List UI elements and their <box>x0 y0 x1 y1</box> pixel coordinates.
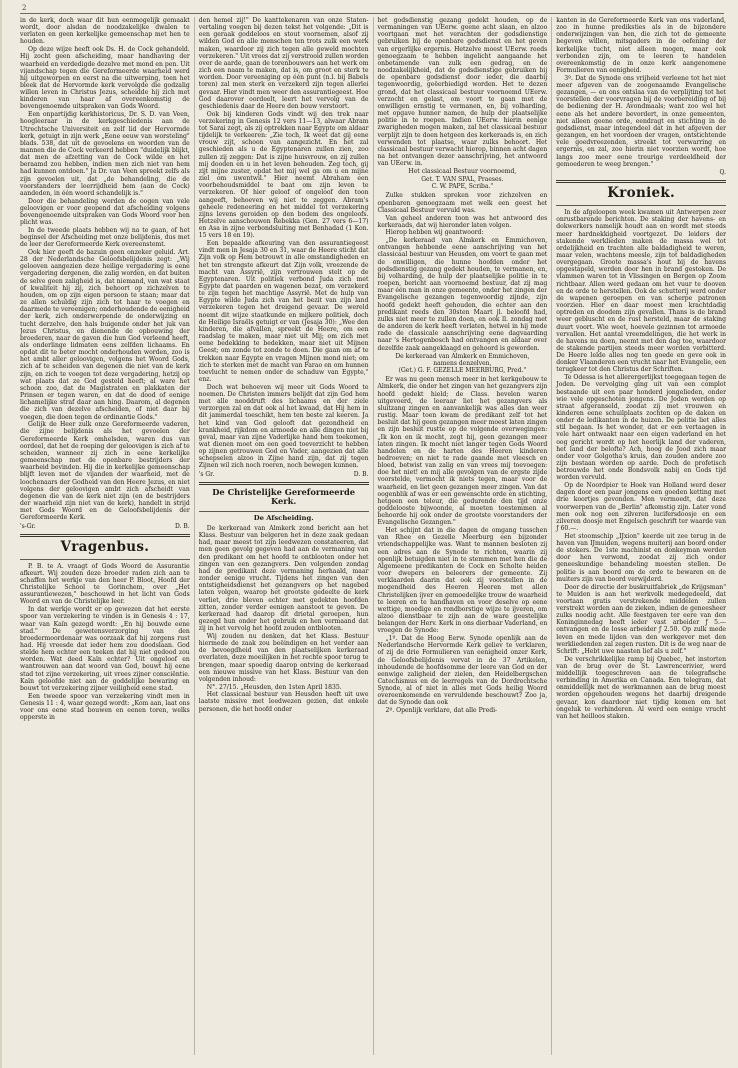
col1-paragraph: Ook hier geeft de bazuin geen onzeker geluid. Art. 28 der Nederlandsche Geloofsbelijdenis zegt: „Wij gelooven aangezien deze heilige vergadering is eene vergadering dergenen, die zalig worden, en dat buiten de selve geen zaligheid is, dat niemand, van wat staat of kwaliteit hij zij, zich behoort op zichzelven te houden, om op zijn eigen persoon te staan; maar dat ze allen schuldig zijn zich tot haar te voegen en daarmede te vereenigen; onderhoudende de eenigheid der kerk, zich onderwerpende de onderwijzing en tucht derzelve, den hals buigende onder het juk van Jezus Christus, en dienende de opbouwing der broederen, naar de gaven die hun God verleend heeft, als onderlinge lidmaten eens zelfden lichaams. En opdat dit te beter mocht onderhouden worden, zoo is het ambt aller geloovigen, volgens het Woord Gods, zich af te scheiden van degenen die niet van de kerk zijn, en zich te voegen tot deze vergadering, hetzij op wat plaats dat ze God gesteld heeft; al ware het schoon zoo, dat de Magistraten en plakkaten der Prinsen er tegen waren, en dat de dood of eenige lichamelijke straf daar aan hing. Daarom, al degenen die zich van dezelve afscheiden, of niet daar bij voegen, die doen tegen de ordinantie Gods." <box>20 248 190 421</box>
col4-paragraph: Het stoomschip „IJxion" keerde uit zee terug in de haven van IJmuiden, wegens muiterij aan boord onder de stokers. De 1ste machinist en donkeyman werden door hen verwond, zoodat zij zich onder geneeskundige behandeling moesten stellen. De politie is aan boord om de orde te bewaren en de muiters zijn van boord verwijderd. <box>556 532 726 583</box>
column-1 <box>20 17 190 1055</box>
section-rule <box>556 205 726 206</box>
col3-paragraph: „1º. Dat de Hoog Eerw. Synode openlijk aan de Nederlandsche Hervormde Kerk geliev te verklaren, of zij de drie Formulieren van eenigheid onzer Kerk, de Geloofsbelijdenis vervat in de 37 Artikelen, inhoudende de hoofdsomme der leere van God en der eenwige zaligheid der zielen, den Heidelbergschen Catechismus en de leerregels van de Dordrechtsche Synode, al of niet in alles met Gods heilig Woord overeenkomende en vervuldende beschouwt? Zoo ja, dat de Synode dan ook <box>377 635 548 707</box>
columns <box>20 17 726 1055</box>
col2-paragraph: Een bepaalde afkeuring van den assurantiegeest vindt men in Jesaja 30 en 31, waar de Heere sticht dat Zijn volk op Hem betrouwt in alle omstandigheden en het ten strengste afkeurt dat Zijn volk, vreezende de macht van Assyrië, zijn vertrouwen stelt op de Egyptenaren. Uit politiek verbond Juda zich met Egypte dat paarden en wagenen bezat, om verzekerd te zijn tegen het machtige Assyrië. Met de hulp van Egypte wilde Juda zich van het bezit van zijn land verzekeren tegen het dreigend gevaar. De wereld noemt dit wijze staatkunde en mijkere politiek, doch de Heilige Israëls getuigt er van (Jesaja 30): „Wee den kinderen, die afvallen, spreekt de Heere, om een raadslag te maken, maar niet uit Mij; om zich met eene bedekking te bedekken, maar niet uit Mijnen Geest; om zonde tot zonde te doen. Die gaan om af te trekken naar Egypte en vragen Mijnen mond niet; om zich te sterken met de macht van Farao en om hunnen toevlucht te nemen onder de schaduw van Egypte," enz. <box>198 240 369 383</box>
col3-paragraph: „De kerkeraad van Almkerk en Emmichoven, ontvangen hebbende eene aanschrijving van het classicaal bestuur van Heusden, om voort te gaan met de onwilligen, die hunne hoofden onder het godsdienstig gezang gedekt houden, te vermanen, en, bij volharding, de hulp der plaatselijke politie in te roepen, bericht aan voornoemd bestuur, dat zij mag maar één man in onze gemeente, onder het zingen der Evangelische gezangen tegenwoordig zijnde, zijn hoofd gedekt heeft gehouden, die echter aan den predikant reeds den 30sten Maart jl. beloofd had, zulks niet meer te zullen doen, en ook ll. zondag met de anderen de kerk heeft verlaten, hetwel in hij mede rade de classicale aanschrijving eene dagvaarding naar 's Hertogenbosch had ontvangen en aldaar over dezelfde zaak aangeklaagd en gehoord is geworden. <box>377 237 548 352</box>
sig-initials: D. B. <box>353 470 369 478</box>
col3-paragraph: het godsdienstig gezang gedekt houden, op de vermaningen van UEerw. geene acht slaan, en alzoo voortgaan met het verachten der godsdienstige gebruiken bij de openbare godsdienst en het geven van ergerlijke ergernis. Hetzelve moest UEerw. reeds genoegzaam te hebben ingelicht aangaande het onbetamende van zulk een gedrag, en de noodzakelijkheid, dat de godsdienstige gebruiken bij de openbare godsdienst door ieder, die daarbij tegenwoordig, geëerbiedigd worden. Het te dezen grond, dat het classicaal bestuur voornoemd UEerw. verzocht en gelast, om voort te gaan met de onwilligen ernstig te vermanen, en, bij volharding, met opgave hunner namen, de hulp der plaatselijke politie in te roepen. Indien UEerw. hierin eenige zwarigheden mogen maken, zal het classicaal bestuur verplijt zijn te doen hetgeen des kerkeraads is, en zich verwenden tot plaatse, waar zulks behoort. Het classicaal bestuur verwacht hierop, binnen acht dagen na het ontvangen dezer aanschrijving, het antwoord van UEerw. in. <box>377 17 548 168</box>
column-2 <box>194 17 369 1055</box>
col2-paragraph: Het classicaal bestuur van Heusden heeft uit uwe laatste missive met leedwezen gezien, dat enkele personen, die het hoofd onder <box>198 691 369 713</box>
col3-paragraph: 2º. Openlijk verklare, dat alle Predi- <box>385 707 498 715</box>
col4-paragraph: kanten in de Gereformeerde Kerk van ons vaderland, zoo in hunne prediksties als in de bijzondere onderwijzingen van hen, die zich tot de gemeente begeven willen, mitsgaders in de oefening der kerkelijke tucht, niet alleen mogen, maar ook verbonden zijn, om te leeren te handelen overeenkomstig de in onze kerk aangenomene Formulieren van eenigheid. <box>556 17 726 75</box>
column-3 <box>373 17 548 1055</box>
column-4 <box>551 17 726 1055</box>
signature-block <box>378 353 548 375</box>
col1-paragraph: Een onpartijdig kerkhistoricus, Dr. S. D. van Veen, hoogleeraar in de kerkgeschiedenis aan de Utrechtsche Universiteit en zelf lid der Hervormde kerk, getuigt in zijn werk „Eene eeuw van worsteling" blads. 538, dat uit de gevoelens en woorden van de mannen die de Cock verkeerd hebben "duidelijk blijkt, dat men de afzetting van de Cock wilde en het beraamd zou hebben, indien men zich niet van hem had kunnen ontdoen." Ja Dr. van Veen spreekt zelfs als zijn gevoelen uit, dat „de behandeling, die de voorstanders der leerrijdheid hem (aan de Cock) aandeden, in één woord schandelijk is." <box>20 111 190 197</box>
col3-paragraph: Er was nu geen mensch meer in het kerkgebouw te Almkerk, die onder het zingen van het gezangvers zijn hoofd gedekt hield; de Class. bevelen waren uitgevoerd, de leeraar liet het gezangvers als sluitzang zingen en aanvankelijk was alles dan weer rustig. Maar toen kwam de predikant zelf tot het besluit dat hij geen gezangen meer moest laten zingen en zijn besluit rustte op de volgende overwegingen: „Ik kon en ik mocht, zegt hij, geen gezangen meer laten zingen. Ik mocht niet langer tegen Gods Woord handelen en de harten des Heeren kinderen bedroeven; en niet te rade gaande met vleesch en bloed, betwist van zalig en van vrees mij toevoegen: doe het niet! en mij alle gevolgen van de ergste zijde voorstelde, vermocht ik niets tegen, maar voor de waarheid, en liet geen gezangen meer zingen. Van dat oogenblik af was er een gewenschte orde en stichting, hetgeen een teleur, die gedurende den tijd onze goddelooste bijwoonde, al moeten toestemmen al behoorde hij ook onder de grootste voorstanders der Evangelische Gezangen." <box>377 376 548 527</box>
col3-paragraph: Zulke stukken spreken voor zichzelven en openbaren genoegzaam met welk een geest het Classicaal Bestuur vervuld was. <box>377 192 548 214</box>
christelijke-kerk-heading: De Christelijke Gereformeerde Kerk. <box>212 486 356 507</box>
col3-paragraph: Het schijnt dat in die dagen de omgang tusschen van Rhee en Gezelle Meerburg een bijzonder vriendschappelijke was. Want te mannen besloten zij een adres aan de Synode te richten, waarin zij openlijk betuigden niet in te stemmen met hen die de Algemeene predikanten de Cock en Scholte heiden voor dwepers en beleerers der gemeente. Zij verklaarden daarin dat ook zij voorstellen in de mogendheid des Heeren Heeren met allen Christelijken ijver en gemoedelijke trouw de waarheid te leeren en te handhaven en voor deselve op eene wettige, moedige en rondborstige wijze te ijveren, om alzoo dienstbaar te zijn aan de ware geestelijke belangen der Herv. Kerk in ons dierbaar Vaderland, en vroegen de Synode: <box>377 527 548 635</box>
col4-signature <box>556 169 726 176</box>
col4-paragraph: Te Odessa is het allerergerlijkst toegegaan tegen de Joden. De vervolging ging uit van een complot bestaande uit een paar honderd jongelieden, onder wie vele opgeschoten jongens. De Joden werden op straat afgeranseld, zoodat zij met vrouwen en kinderen eene schuilplaats zochten op de daken en onder de ledikanten in de huizen. De politie liet alles stil begaan. Is het wonder, dat er een vertaagen in vele hart ontwaakt naar een eigen vaderland en het oog gericht wordt op het heerlijk land der vaderen, het land der belofte? Ach, hoog de Jood zich maar onder voor Golgotha's kruis, dan zouden andere zoo zijn bestaan worden op aarde. Doch de profetisch betrouwde het onde Bondsvolk nabij en Gods tijd worden vervuld. <box>556 374 726 482</box>
sig-place: 's-Gr. <box>20 522 36 530</box>
signature-line: De kerkeraad van Almkerk en Emmichoven, <box>395 352 530 360</box>
col1-paragraph: in de kerk, doch waar dit hun eenmogelijk gemaakt wordt, door alsdan de noodzakelijke dwalen te verlaten en geen kerkelijke gemeenschap met hen te houden. <box>20 17 190 46</box>
col4-paragraph: Op de Noordpier te Hoek van Holland werd deser dagen door een paar jongens een goeden ketting met drie koortjes gevonden. Men vermoedt, dat deze voorwerpen van de „Berlin" afkomstig zijn. Later vond men ook nog een zilveren lucifersdoosje en een zilveren doosje met Engelsch geschrift ter waarde van ƒ 60.—. <box>556 482 726 533</box>
col1-paragraph: Een tweede spoor van verzekering vindt men in Genesis 11 : 4, waar gezegd wordt: „Kom aan, laat ons voor ons eene stad bouwen en eenen toren, welks opperste in <box>20 692 190 722</box>
col3-paragraph: Van geheel anderen toon was het antwoord des kerkeraads, dat wij hieronder laten volgen. <box>377 214 548 229</box>
col1-paragraph: Door die behandeling werden de oogen van vele geloovigen er voor geopend dat afscheiding volgens bovengenoemde uitspraken van Gods Woord voor hen plicht was. <box>20 197 190 227</box>
col3-paragraph: Hierop hebben wij geantwoord: <box>385 229 484 237</box>
col3-paragraph: Het classicaal Bestuur voornoemd, <box>408 167 517 175</box>
afscheiding-subheading: De Afscheiding. <box>253 513 314 522</box>
kroniek-heading: Kroniek. <box>607 185 676 202</box>
col1-paragraph: In de tweede plaats hebben wij na te gaan, of het beginsel der Afscheiding met onze belijdenis, dus met de leer der Gereformeerde Kerk overeenstemt. <box>20 226 190 249</box>
col2-signature <box>199 471 369 478</box>
col2-paragraph: den hemel zij!" De kanttekenaren van onze Staten-vertaling voegen bij dezen tekst het volgende: „Dit is een geraak goddeloos en stout voornemen, alsof zij wilden God en alle menschen ten trots zulk een werk maken, waardoor zij zich tegen alle geweld mochten verzekeren." Uit vrees dat zij verstrooid zullen worden over de aarde, gaan de torenbouwers aan het werk om zich een naam te maken, dat is, om groot en sterk te worden. Door vereeniging op één punt (n.l. bij Babels toren) zal men sterk en verzekerd zijn tegen allerlei gevaar. Hier vindt men weer den assurantiegeest. Hoe God daarover oordeelt, leert het vervolg van de geschiedenis daar de Heere den bouw verstoort. <box>198 17 369 110</box>
col1-paragraph: Op deze wijze heeft ook Ds. H. de Cock gehandeld. Hij zocht geen afscheiding, maar handhaving der waarheid en verdedigde dezelve met mond en pen. Uit vijandschap tegen die Gereformeerde waarheid werd hij uitgeworpen en eerst na die uitwerping, toen het bleek dat de Hervormde kerk vervolgde die godzalig willen leven in Christus Jezus, scheidde hij zich met kinderen van haar af overeenkomstig de bovengenoemde uitspraken van Gods Woord. <box>20 46 190 111</box>
sig-initials: D. B. <box>175 522 190 530</box>
col1-signature <box>20 523 190 530</box>
col2-paragraph: Wij zouden nu denken, dat het Klass. Bestuur hiermede de zaak zou beëindigen en het verder aan de bevoegdheid van den plaatselijken kerkeraad overlaten, deze moeilijken in het rechte spoor terug te brengen, maar spoedig daarop ontving de kerkeraad een nieuwe missive van het Klass. Bestuur van den volgenden inhoud: <box>198 632 369 683</box>
section-rule <box>199 482 369 485</box>
col2-paragraph: N°. 27/15. „Heusden, den 1sten April 1835. <box>206 683 342 691</box>
section-rule <box>556 180 726 183</box>
col1-paragraph: P. B. te A. vraagt of Gods Woord de Assurantie afkeurt. Wij zouden deze broeder raden zich aan te schaffen het werkje van den heer P. Bloot, Hoofd der Christelijke School te Gorinchem, over „Het assurantiewezen," beschouwd in het licht van Gods Woord en van de Christelijke leer. <box>20 562 190 606</box>
signature-line: namens denzelven, <box>433 359 492 367</box>
signature-line: Get. T. VAN SPAL, Praeses. <box>421 176 504 184</box>
signature-line: (Get.) G. F. GEZELLE MEERBURG, Pred." <box>398 367 527 375</box>
col4-paragraph: Door de directie der buskruitfabriek „de Krijgsman" te Muiden is aan het werkvolk medegedeeld, dat voortaan gratis verstrekende middelen zullen verstrekt worden aan de zieken, indien de geneesheer zulks noodig acht. Alle feestgaven ter eere van den Koninginnedag heeft ieder vast arbeider ƒ 5.— ontvangen en de losse arbeider ƒ 2.50. Op zulk mede leven en mede lijden van den werkgever met den werkliedenden zal zegen rusten. Dit is de weg naar de Schrift: „Hebt uwe naasten lief als u zelf." <box>556 583 726 655</box>
section-rule <box>20 559 190 560</box>
col2-paragraph: Doch wat behoeven wij meer uit Gods Woord te noemen. De Christen immers belijdt dat zijn God hem met alle nooddruft des lichaams en der ziele verzorgen zal en dat ook al het kwaad, dat Hij hem in dit jammerdal toeschikt, hem ten beste zal keeren. Ja het kind van God gelooft dat gezondheid en krankheid, rijkdom en armoede en alle dingen niet bij geval, maar van zijne Vaderlijke hand hem toekomen, wat dienen moet om een goed toeverzicht te hebben op zijnen getrouwen God en Vader, aangezien dat alle schepselen alzoo in Zijne hand zijn, dat zij tegen Zijnen wil zich noch roeren, noch bewegen kunnen. <box>198 383 369 470</box>
col4-paragraph: In de afgeloopen week kwamen uit Antwerpen zeer onrustbarende berichten. De staking der havens- en dokwerkers namelijk houdt aan en wordt met steeds meer hardnekkigheid voortgezet. De leiders der stakende werklieden maken de massa wel tot ordelijkheid en trachten alle baldadigheid te weren, maar velen, wachtens meesle, zijn tot baldadigheden overgegaan. Groote massa's hout bij de havens opgestapeld, werden door hen in brand gestoken. De vlammen waren tot in Vlissingen en Bergen op Zoom richtbaar. Allen werd gedaan om het vuur te dooven en de orde te herstellen. Ook de schutterij werd onder de wapenen geroepen en van scherpe patronen voorzien. Hier en daar moest men krachtdadig optreden en doodem zijn gevallen. Thans is de brand weer gebluscht en de rust hersteld, maar de staking duurt voort. Wie weet, hoevele gezinnen tot armoede vervallen. Het aantal vreemdelingen, die het werk in de havens nu doen, neemt met den dag toe, waardoor de stakende partijen steeds meer worden verbitterd. De Heere lelde alles nog ten goede en geve ook in donker Vlaanderen een vrucht naar het Evangelie, een terugkeer tot den Christus der Schriften. <box>556 209 726 374</box>
signature-block <box>378 176 548 190</box>
col2-paragraph: Ook bij kinderen Gods vindt wij den trek naar verzekering in Genesis 12 vers 11—13, alwaar Abram tot Sarai zegt, als zij optrekken naar Egypte om aldaar tijdelijk te verkeeren: „Zie toch, Ik weet dat gij eene vrouw zijt, schoon van aangezicht. En het zal geschieden als u de Egyptenaren zullen zien, zoo zullen zij zeggen: Dat is zijne huisvrouw, en zij zullen mij dooden en u in het leven behouden. Zeg toch, gij zijt mijne zuster, opdat het mij wel ga om u en mijne ziel om uwentwil." Hier neemt Abraham een voorbehoudsmiddel te baat om zijn leven te verzekeren. Of hier geloof of ongeloof den toon aangeeft, behoeven wij niet te zeggen. Abram's geheele redeneering en het middel tot verzekering zijns levens geroiden op den bodem des ongeloofs. Hetzelve aanschouwen Rebekka (Gen. 27 vers 6—17) en Asa in zijne verbondsluiting met Benhadad (1 Kon. 15 vers 18 en 19). <box>198 110 369 240</box>
signature-line: C. W. PAPE, Scriba." <box>431 183 494 191</box>
col4-paragraph: De verschrikkelijke ramp bij Quebec, het instorten van de brug over de St. Lawrencerivier, werd middellijk toegeschreven aan de telegrafische verbinding in Amerika en Canada. Een telegram, dat onmiddellijk met de werkmannen aan de brug moest worden opgehouden wegens het daarbij dreigende gevaar, kon daardoor niet tijdig komen om het ongeluk te verhinderen. Al werd een eenige vrucht van het heilloos staken. <box>556 655 726 720</box>
vragenbus-heading: Vragenbus. <box>60 538 150 555</box>
page-number: 2 <box>22 4 27 12</box>
top-rule <box>20 13 724 14</box>
sig-place: 's Gr. <box>198 470 215 478</box>
col1-paragraph: Gelijk de Heer zulk onze Gereformeerde vaderen, die zijne belijdenis als het gevoelen der Gereformeerde Kerk omhelsden, waren dus van oordeel, dat het de roeping der geloovigen is zich af te scheiden, wanneer zij zich in eene kerkelijke gemeenschap met de openbare bestrijders der waarheid bevinden. Hij die in kerkelijke gemeenschap blijft leven met de vijanden der waarheid, met de loochenaars der Godheid van den Heere Jezus, en niet volgens der geloovigen ambt zich afscheidt van degenen die van de kerk niet zijn (en de bestrijders der waarheid zijn niet van de kerk), handelt in strijd met Gods Woord en de Geloofsbelijdenis der Gereformeerde Kerk. <box>20 421 190 522</box>
col1-paragraph: In dat werkje wordt er op gewezen dat het eerste spoor van verzekering te vinden is in Genesis 4 : 17, waar van Kaïn gezegd wordt: „En hij bouwde eene stad." De gewetensverzorging van den broedermoordenaar was oorzaak dat hij zorgens rust had. Hij vreesde dat ieder hem zou doodslaan. God stelde hem echter een teeken dat hij niet gedood zou worden. Wat deed Kaïn echter? Uit ongeloof en wantrouwen aan dat woord van God, bouwt hij eene stad tot zijne verzekering, uit vrees zijner consciëntie. Kaïn geloofde niet aan de goddelijke bewaring en bouwt tot verzekering zijner veiligheid eene stad. <box>20 606 190 692</box>
col4-paragraph: 3º. Dat de Synode ons vrijheid verleene tot het niet meer afgeven van de zoogenaamde Evangelische gezangen, — en ons ontslaa van de verplijting tot het voorstellen der voorvragen bij de voorbereiding of bij de bediening der H. Avondmaals; want zoo wel het eene als het andere bevordert, in onze gemeenten, niet alleen geene orde, eendragt en stichting in de godsdienst, maar integendeel dat in het afgeven der gezangen, en het voordoen der vragen, ontstichtende vele goedvreezenden, streekt tot verwarring en ergernis, en zal, zoo hierin niet voorzien wordt, hoe langs zoo meer eene treurige verdeeldheid der gemoederen te weeg brengen." <box>556 74 726 168</box>
section-rule <box>199 511 369 512</box>
sig-initials: Q. <box>719 168 726 176</box>
section-rule <box>20 534 190 537</box>
col2-paragraph: De kerkeraad van Almkerk zond bericht aan het Klass. Bestuur van belgeren het in deze zaak gedaan had, maar meest tot zijn leedwezen constateeren, dat men geen gevolg gegeven had aan de vermaning van den predikant om het hoofd te ontblooten onder het zingen van een gezangvers. Den volgenden zondag had de predikant deze vermaning herhaald, maar zonder eenige vrucht. Tijdens het zingen van den ontstigheidsdienst het gezangvers op het nagebed laten volgen, waarop het grootste gedeelte de kerk verliet, drie bleven echter met gedekten hoofden zitten, zonder verder eenigen aanstoot te geven. De kerkeraad had daarop dit drietal geroepen, hun gezegd hun onder het gebruik en hen vermaand dat zij in het vervolg het hoofd zouden ontblooten. <box>198 524 369 633</box>
